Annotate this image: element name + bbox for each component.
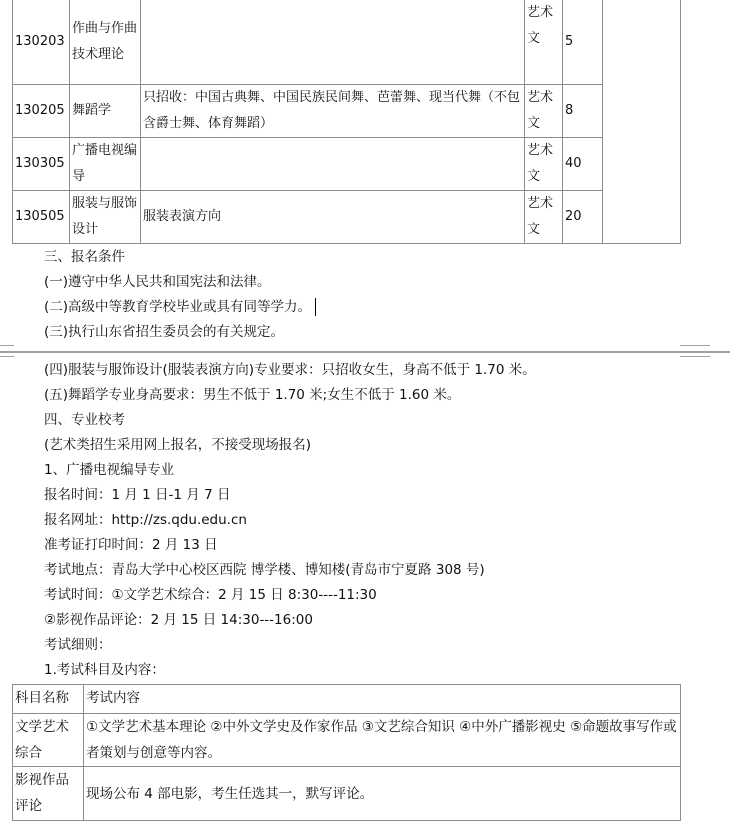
paragraph: 报名网址：http://zs.qdu.edu.cn bbox=[44, 512, 247, 528]
section-heading: 四、专业校考 bbox=[44, 412, 125, 428]
paragraph: 考试细则： bbox=[44, 637, 112, 653]
page-break bbox=[0, 351, 730, 353]
subject-name: 文学艺术综合 bbox=[13, 714, 84, 767]
category-cell: 艺术文 bbox=[525, 0, 563, 85]
enrollment-count: 5 bbox=[563, 0, 603, 85]
major-note: 服装表演方向 bbox=[141, 191, 525, 244]
paragraph: (四)服装与服饰设计(服装表演方向)专业要求：只招收女生，身高不低于 1.70 米。 bbox=[44, 362, 536, 378]
paragraph: 1.考试科目及内容： bbox=[44, 662, 165, 678]
major-name: 广播电视编导 bbox=[70, 138, 141, 191]
paragraph: 报名时间：1 月 1 日-1 月 7 日 bbox=[44, 487, 231, 503]
major-note bbox=[141, 138, 525, 191]
table-row bbox=[13, 767, 681, 821]
page-break-marker-left bbox=[0, 345, 14, 357]
paragraph: 考试时间：①文学艺术综合：2 月 15 日 8:30----11:30 bbox=[44, 587, 377, 603]
category-cell: 艺术文 bbox=[525, 138, 563, 191]
subject-content: 现场公布 4 部电影，考生任选其一，默写评论。 bbox=[84, 767, 681, 821]
table-row bbox=[13, 0, 603, 85]
admissions-table bbox=[12, 0, 603, 244]
subject-content: ①文学艺术基本理论 ②中外文学史及作家作品 ③文艺综合知识 ④中外广播影视史 ⑤命题故事写作或者策划与创意等内容。 bbox=[84, 714, 681, 767]
paragraph: (艺术类招生采用网上报名，不接受现场报名) bbox=[44, 437, 312, 453]
enrollment-count: 20 bbox=[563, 191, 603, 244]
major-code: 130505 bbox=[13, 191, 70, 244]
header-subject: 科目名称 bbox=[13, 685, 84, 714]
major-note: 只招收：中国古典舞、中国民族民间舞、芭蕾舞、现当代舞（不包含爵士舞、体育舞蹈） bbox=[141, 85, 525, 138]
subsection-heading: 1、广播电视编导专业 bbox=[44, 462, 175, 478]
section-heading: 三、报名条件 bbox=[44, 249, 125, 265]
major-note bbox=[141, 0, 525, 85]
exam-subjects-table bbox=[12, 684, 681, 821]
paragraph: (三)执行山东省招生委员会的有关规定。 bbox=[44, 324, 285, 340]
enrollment-count: 8 bbox=[563, 85, 603, 138]
major-code: 130205 bbox=[13, 85, 70, 138]
subject-name: 影视作品评论 bbox=[13, 767, 84, 821]
paragraph: 考试地点：青岛大学中心校区西院 博学楼、博知楼(青岛市宁夏路 308 号) bbox=[44, 562, 485, 578]
paragraph: ②影视作品评论：2 月 15 日 14:30---16:00 bbox=[44, 612, 313, 628]
table-row bbox=[13, 191, 603, 244]
paragraph: (五)舞蹈学专业身高要求：男生不低于 1.70 米;女生不低于 1.60 米。 bbox=[44, 387, 461, 403]
major-code: 130305 bbox=[13, 138, 70, 191]
table-row bbox=[13, 714, 681, 767]
table-row bbox=[13, 85, 603, 138]
major-name: 舞蹈学 bbox=[70, 85, 141, 138]
page-break-marker-right bbox=[680, 345, 710, 357]
category-cell: 艺术文 bbox=[525, 191, 563, 244]
table-extra-column bbox=[601, 0, 681, 244]
paragraph-text: (二)高级中等教育学校毕业或具有同等学力。 bbox=[44, 299, 312, 315]
enrollment-count: 40 bbox=[563, 138, 603, 191]
table-row bbox=[13, 138, 603, 191]
paragraph: 准考证打印时间：2 月 13 日 bbox=[44, 537, 218, 553]
paragraph bbox=[44, 297, 316, 317]
major-code: 130203 bbox=[13, 0, 70, 85]
table-header-row bbox=[13, 685, 681, 714]
paragraph: (一)遵守中华人民共和国宪法和法律。 bbox=[44, 274, 271, 290]
major-name: 服装与服饰设计 bbox=[70, 191, 141, 244]
text-cursor bbox=[315, 298, 316, 316]
header-content: 考试内容 bbox=[84, 685, 681, 714]
major-name: 作曲与作曲技术理论 bbox=[70, 0, 141, 85]
category-cell: 艺术文 bbox=[525, 85, 563, 138]
